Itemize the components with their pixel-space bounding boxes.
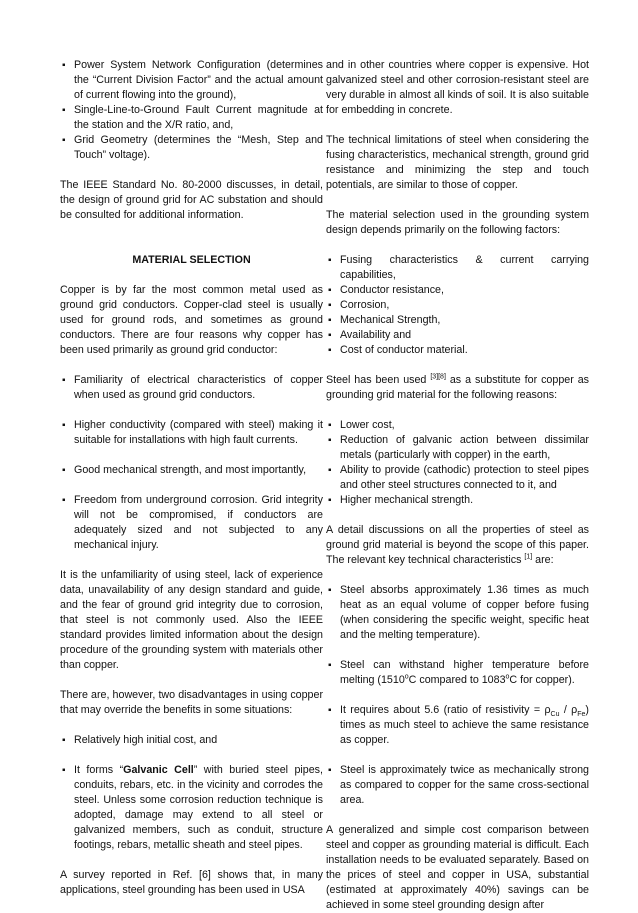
- subscript: Fe: [577, 711, 586, 719]
- text-run: C for copper).: [509, 674, 575, 686]
- list-item: ▪ Lower cost,: [326, 418, 589, 433]
- list-item: ▪ Steel absorbs approximately 1.36 times as much heat as an equal volume of copper before fusing (when considering the specific weight, specific heat and the melting temperature).: [326, 583, 589, 643]
- paragraph-disadvantages: There are, however, two disadvantages in using copper that may override the benefits in some situations:: [60, 689, 323, 716]
- text-run: ) times as much steel to achieve the same resistance as copper.: [340, 704, 589, 746]
- list-item: ▪ Ability to provide (cathodic) protection to steel pipes and other steel structures connected to it, and: [326, 463, 589, 493]
- paragraph-unfamiliarity: It is the unfamiliarity of using steel, lack of experience data, unavailability of any design standard and guide, and the fear of ground grid integrity due to corrosion, that steel is not commonly used. Also the IEEE standard provides limited information about the design procedure of the grounding system with materials other than copper.: [60, 569, 323, 671]
- list-item: ▪ Cost of conductor material.: [326, 343, 589, 358]
- list-item: ▪ Reduction of galvanic action between dissimilar metals (particularly with copper) in the earth,: [326, 433, 589, 463]
- list-item: ▪ Conductor resistance,: [326, 283, 589, 298]
- left-column: [60, 58, 323, 898]
- text-run: It requires about 5.6 (ratio of resistivity = ρ: [340, 704, 551, 716]
- list-item: ▪ Relatively high initial cost, and: [60, 733, 323, 748]
- paragraph-steel-substitute: [326, 373, 589, 403]
- paragraph-continuation: and in other countries where copper is expensive. Hot galvanized steel and other corrosion-resistant steel are very durable in almost all kinds of soil. It is also suitable for embedding in concrete.: [326, 59, 589, 116]
- list-item: ▪ Mechanical Strength,: [326, 313, 589, 328]
- list-item: ▪ Steel is approximately twice as mechanically strong as compared to copper for the same cross-sectional area.: [326, 763, 589, 808]
- configuration-bullet-list: [60, 58, 323, 163]
- right-column: [326, 58, 589, 913]
- list-item: ▪ Good mechanical strength, and most importantly,: [60, 463, 323, 478]
- text-run: as a substitute for copper as grounding grid material for the following reasons:: [326, 374, 589, 401]
- list-item: ▪ Fusing characteristics & current carrying capabilities,: [326, 253, 589, 283]
- paragraph-limitations: The technical limitations of steel when considering the fusing characteristics, mechanical strength, ground grid resistance and minimizing the step and touch potentials, are similar to those of copper.: [326, 134, 589, 191]
- disadvantages-list: [60, 733, 323, 853]
- copper-reasons-list: [60, 373, 323, 553]
- text-run: are:: [532, 554, 554, 566]
- text-run: C compared to 1083: [408, 674, 506, 686]
- text-run: Steel can withstand higher temperature before melting (1510: [340, 659, 589, 686]
- subscript: Cu: [550, 711, 560, 719]
- degree-superscript: o: [404, 673, 409, 681]
- paragraph-survey: A survey reported in Ref. [6] shows that, in many applications, steel grounding has been used in USA: [60, 869, 323, 896]
- steel-reasons-list: [326, 418, 589, 508]
- list-item: ▪ Familiarity of electrical characteristics of copper when used as ground grid conductors.: [60, 373, 323, 403]
- list-item: ▪ Availability and: [326, 328, 589, 343]
- reference-superscript: [3][8]: [430, 373, 446, 381]
- characteristics-list: [326, 583, 589, 808]
- list-item: ▪ Higher mechanical strength.: [326, 493, 589, 508]
- list-item: ▪ Corrosion,: [326, 298, 589, 313]
- paragraph-cost-comparison: A generalized and simple cost comparison between steel and copper as grounding material is difficult. Each installation needs to be evaluated separately. Based on the prices of steel and copper in USA, substantial (estimated at approximately 40%) savings can be achieved in some steel grounding design after: [326, 824, 589, 911]
- list-item: [60, 763, 323, 853]
- list-item: [326, 703, 589, 748]
- text-run: / ρ: [559, 704, 578, 716]
- section-heading: MATERIAL SELECTION: [132, 254, 251, 266]
- list-item: ▪ Higher conductivity (compared with steel) making it suitable for installations with high fault currents.: [60, 418, 323, 448]
- text-run: ” with buried steel pipes, conduits, rebars, etc. in the vicinity and corrodes the steel. Unless some corrosion reduction technique is adopted, damage may extend to all steel or galvanized members, such as conduit, structure footings, rebars, metallic sheath and steel pipes.: [74, 764, 323, 851]
- paragraph-copper: Copper is by far the most common metal used as ground grid conductors. Copper-clad steel is usually used for ground rods, and sometimes as ground conductors. There are four reasons why copper has been used primarily as ground grid conductor:: [60, 284, 323, 356]
- list-item: ▪ Grid Geometry (determines the “Mesh, Step and Touch” voltage).: [60, 133, 323, 163]
- paragraph-factors: The material selection used in the grounding system design depends primarily on the following factors:: [326, 209, 589, 236]
- paragraph-ieee-standard: The IEEE Standard No. 80-2000 discusses, in detail, the design of ground grid for AC substation and should be consulted for additional information.: [60, 179, 323, 221]
- text-run: Steel has been used: [326, 374, 431, 386]
- degree-superscript: o: [505, 673, 510, 681]
- list-item: [326, 658, 589, 688]
- text-run: A detail discussions on all the properties of steel as ground grid material is beyond the scope of this paper. The relevant key technical characteristics: [326, 524, 589, 566]
- text-run: It forms “: [74, 764, 124, 776]
- paragraph-detail: [326, 523, 589, 568]
- factors-list: [326, 253, 589, 358]
- reference-superscript: [1]: [524, 553, 533, 561]
- list-item: ▪ Single-Line-to-Ground Fault Current magnitude at the station and the X/R ratio, and,: [60, 103, 323, 133]
- bold-term: Galvanic Cell: [123, 764, 194, 776]
- list-item: ▪ Power System Network Configuration (determines the “Current Division Factor” and the actual amount of current flowing into the ground),: [60, 58, 323, 103]
- list-item: ▪ Freedom from underground corrosion. Grid integrity will not be compromised, if conductors are adequately sized and not subjected to any mechanical injury.: [60, 493, 323, 553]
